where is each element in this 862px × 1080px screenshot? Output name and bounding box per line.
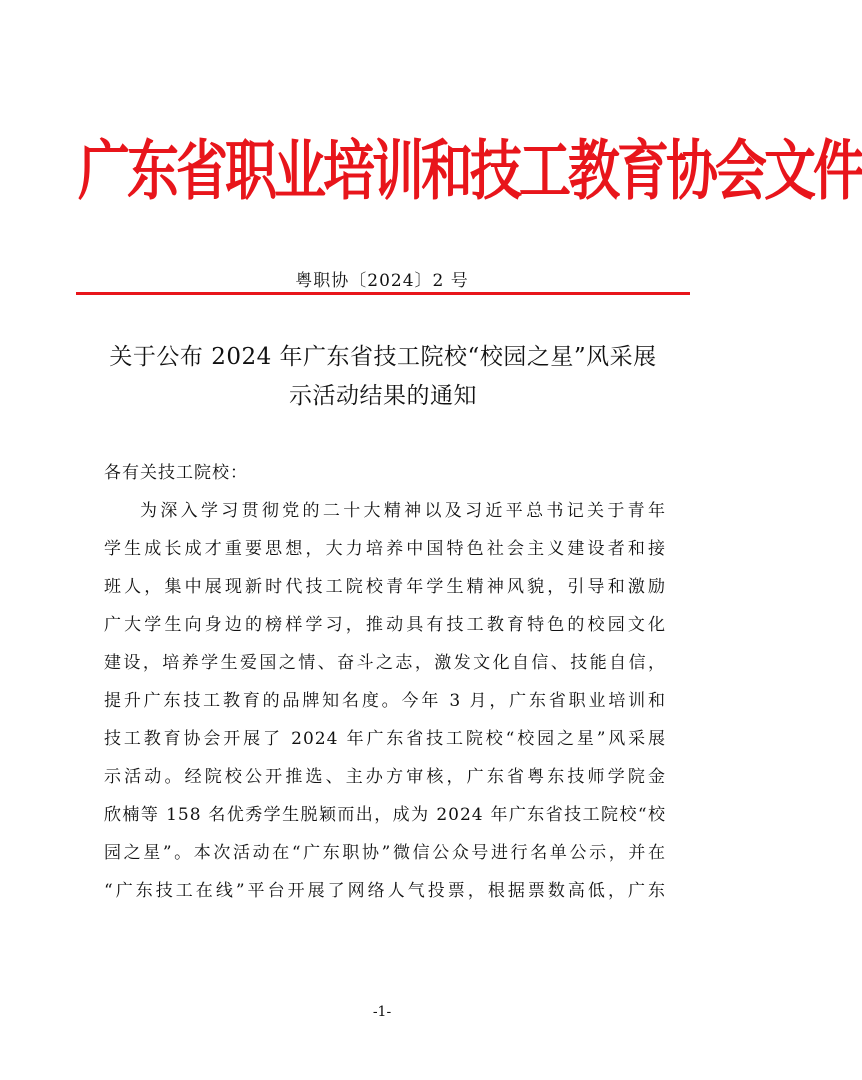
body-line: 班人，集中展现新时代技工院校青年学生精神风貌，引导和激励 bbox=[104, 577, 666, 597]
body-line: 为深入学习贯彻党的二十大精神以及习近平总书记关于青年 bbox=[140, 501, 666, 521]
title-line: 关于公布 2024 年广东省技工院校“校园之星”风采展 bbox=[109, 344, 657, 370]
body-line: 广大学生向身边的榜样学习，推动具有技工教育特色的校园文化 bbox=[104, 615, 666, 635]
document-number: 粤职协〔2024〕2 号 bbox=[295, 271, 469, 291]
body-line: 技工教育协会开展了 2024 年广东省技工院校“校园之星”风采展 bbox=[104, 729, 666, 749]
body-line: 示活动。经院校公开推选、主办方审核，广东省粤东技师学院金 bbox=[104, 767, 666, 787]
page-number: -1- bbox=[372, 1004, 392, 1020]
body-line: 欣楠等 158 名优秀学生脱颖而出，成为 2024 年广东省技工院校“校 bbox=[104, 805, 666, 825]
title-line: 示活动结果的通知 bbox=[289, 383, 477, 409]
masthead-title: 广东省职业培训和技工教育协会文件 bbox=[78, 134, 862, 210]
body-line: 园之星”。本次活动在“广东职协”微信公众号进行名单公示，并在 bbox=[104, 843, 666, 863]
salutation: 各有关技工院校： bbox=[104, 463, 248, 483]
body-line: 提升广东技工教育的品牌知名度。今年 3 月，广东省职业培训和 bbox=[104, 691, 666, 711]
body-line: 建设，培养学生爱国之情、奋斗之志，激发文化自信、技能自信， bbox=[104, 653, 666, 673]
body-line: 学生成长成才重要思想，大力培养中国特色社会主义建设者和接 bbox=[104, 539, 666, 559]
red-divider bbox=[76, 292, 690, 295]
body-line: “广东技工在线”平台开展了网络人气投票，根据票数高低，广东 bbox=[104, 881, 666, 901]
notice-title bbox=[88, 338, 678, 416]
